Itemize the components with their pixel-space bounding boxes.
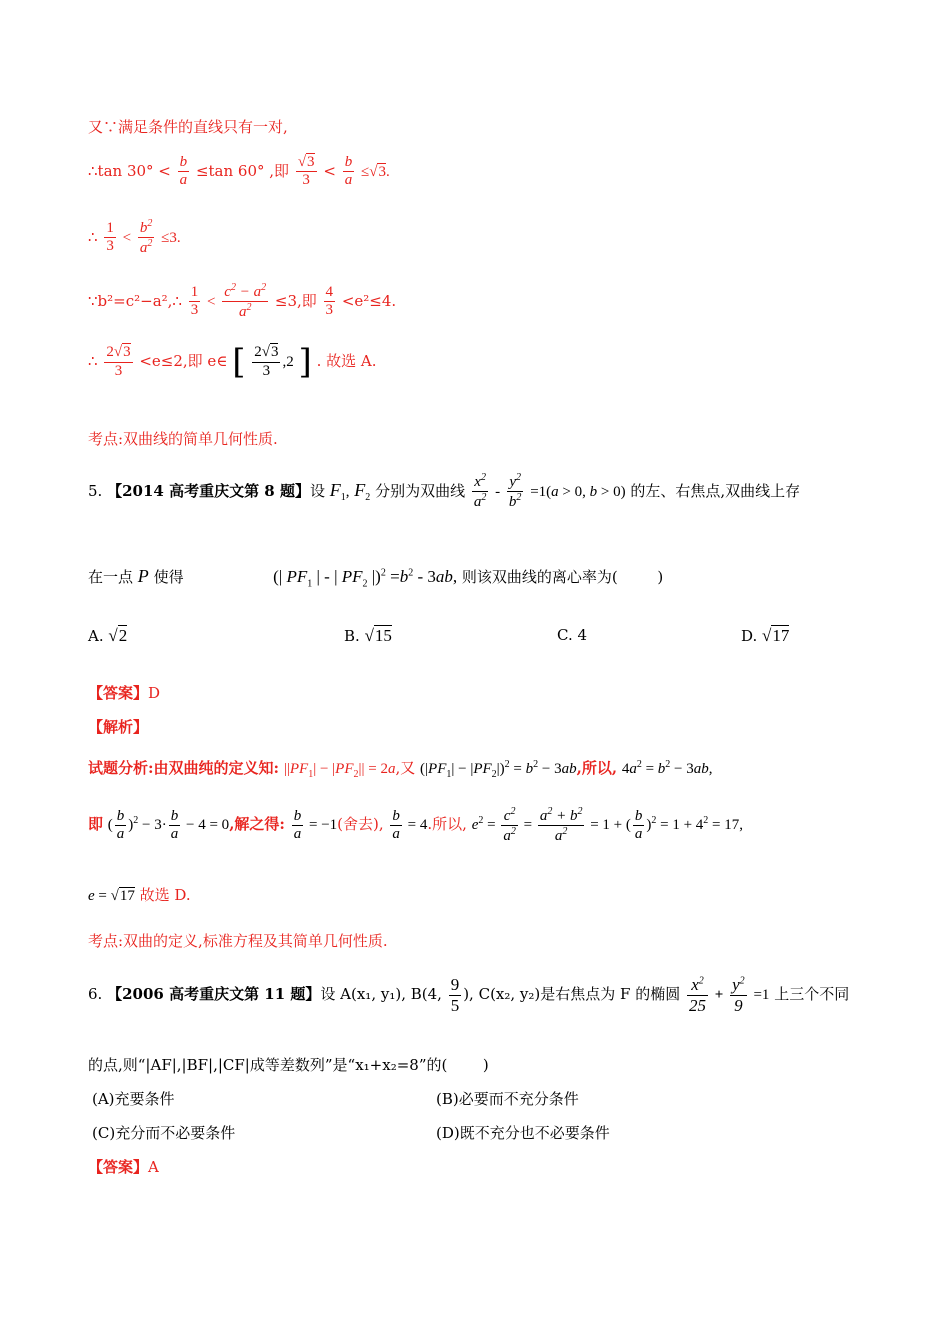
q6-answer: 【答案】A [88, 1158, 159, 1176]
sol4-kaodian: 考点:双曲线的简单几何性质. [88, 430, 278, 448]
q6-line2: 的点,则“|AF|,|BF|,|CF|成等差数列”是“x₁+x₂=8”的( ) [88, 1056, 489, 1074]
q5-line1: 5. 【2014 高考重庆文第 8 题】设 $F_1$, $F_2$ 分别为双曲线 $\frac{x^2}{a^2}$ - $\frac{y^2}{b^2}$ =1(a > 0, b > 0) 的左、右焦点,双曲线上存 [88, 472, 801, 511]
sol4-line1: 又∵满足条件的直线只有一对, [88, 118, 288, 136]
q5-analysis-line1: 试题分析:由双曲纯的定义知: $||PF_1| - |PF_2|| = 2a$,又 $(|PF_1| - |PF_2|)^2 = b^2 - 3ab$,所以, $4a^2 = b^2 - 3ab$, [88, 759, 713, 780]
q6-option-c: (C)充分而不必要条件 [92, 1124, 236, 1142]
q6-option-a: (A)充要条件 [92, 1090, 175, 1108]
sol4-line3: ∴ $\frac{1}{3}$ < $\frac{b^2}{a^2}$ ≤3. [88, 218, 181, 257]
q5-option-a: A. √2 [88, 626, 128, 645]
q6-line1: 6. 【2006 高考重庆文第 11 题】设 A(x₁, y₁), B(4, $\frac{9}{5}$ ), C(x₂, y₂)是右焦点为 F 的椭圆 $\frac{x^2}{25}$ + $\frac{y^2}{9}$ =1 上三个不同 [88, 975, 850, 1015]
q5-line2: 在一点 P 使得 (| $PF_1$ | - | $PF_2$ $|)^2 =b^2 - 3ab$, 则该双曲线的离心率为( ) [88, 566, 664, 590]
q5-option-d: D. √17 [741, 626, 790, 645]
q5-kaodian: 考点:双曲的定义,标准方程及其简单几何性质. [88, 932, 388, 950]
sol4-line5: ∴ $\frac{2√3}{3}$ <e≤2,即 e∈ [ $\frac{2√3}{3}$ ,2 ] . 故选 A. [88, 342, 377, 382]
frac-sqrt3-over-3: $\frac{√3}{3}$ [297, 154, 315, 189]
frac-b-over-a: $\frac{b}{a}$ [179, 154, 188, 189]
q5-analysis-line3: e = √17 故选 D. [88, 886, 191, 904]
q6-option-d: (D)既不充分也不必要条件 [436, 1124, 610, 1142]
q5-answer: 【答案】D [88, 684, 161, 702]
q5-option-c: C. 4 [557, 626, 588, 644]
sol4-line4: ∵b²=c²−a²,∴ $\frac{1}{3}$ < $\frac{c^2 - a^2}{a^2}$ ≤3,即 $\frac{4}{3}$ <e²≤4. [88, 282, 397, 321]
sol4-line2: ∴tan 30° < $\frac{b}{a}$ ≤tan 60° ,即 $\frac{√3}{3}$ < $\frac{b}{a}$ ≤√3. [88, 154, 390, 189]
q5-option-b: B. √15 [344, 626, 392, 645]
q6-option-b: (B)必要而不充分条件 [436, 1090, 579, 1108]
q5-analysis-line2: 即 ( $\frac{b}{a}$ )$^2$ − 3· $\frac{b}{a}$ − 4 = 0,解之得: $\frac{b}{a}$ = −1(舍去), $\frac{b}{a}$ = 4.所以, $e^2$ = $\frac{c^2}{a^2}$ = $\frac{a^2 + b^2}{a^2}$ = 1 + ( $\frac{b}{a}$ )$^2 = 1 + 4^2 = 17$, [88, 806, 744, 845]
q5-analysis-label: 【解析】 [88, 718, 149, 736]
